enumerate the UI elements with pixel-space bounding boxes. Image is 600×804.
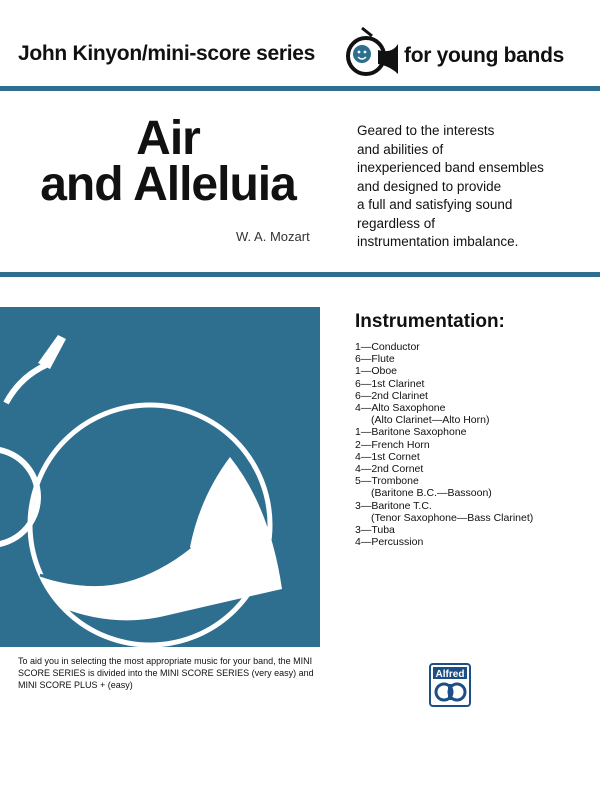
publisher-name: Alfred (435, 669, 465, 680)
piece-title (18, 112, 318, 211)
list-item: 3—Baritone T.C. (355, 499, 432, 512)
list-item: 4—2nd Cornet (355, 463, 424, 476)
list-item: (Tenor Saxophone—Bass Clarinet) (371, 511, 534, 524)
cover-artwork (0, 307, 320, 647)
list-item: 1—Oboe (355, 365, 398, 378)
composer-name: W. A. Mozart (236, 229, 310, 244)
list-item: 4—1st Cornet (355, 450, 420, 463)
series-note: To aid you in selecting the most appropriate music for your band, the MINI SCORE SERIES is divided into the MINI SCORE SERIES (very easy) and MINI SCORE PLUS + (easy) (18, 656, 314, 690)
alfred-logo-icon (429, 663, 471, 707)
instrumentation-list (355, 341, 533, 548)
french-horn-icon (0, 307, 320, 647)
list-item: 6—2nd Clarinet (355, 389, 428, 402)
title-divider (0, 272, 600, 277)
list-item: (Alto Clarinet—Alto Horn) (371, 414, 490, 427)
list-item: 1—Baritone Saxophone (355, 426, 467, 439)
description: Geared to the interests and abilities of inexperienced band ensembles and designed to provide a full and satisfying sound regardless of instrumentation imbalance. (357, 123, 544, 249)
title-line-1: Air (136, 112, 200, 165)
list-item: (Baritone B.C.—Bassoon) (371, 487, 492, 500)
series-title-left: John Kinyon/mini-score series (18, 42, 316, 65)
series-title-right: for young bands (404, 44, 564, 67)
french-horn-mascot-icon (332, 24, 400, 84)
header-divider (0, 86, 600, 91)
list-item: 3—Tuba (355, 524, 395, 537)
instrumentation-heading: Instrumentation: (355, 311, 505, 332)
list-item: 1—Conductor (355, 341, 420, 353)
list-item: 6—1st Clarinet (355, 377, 425, 390)
list-item: 5—Trombone (355, 475, 419, 488)
list-item: 4—Alto Saxophone (355, 402, 446, 415)
list-item: 2—French Horn (355, 438, 430, 451)
list-item: 4—Percussion (355, 536, 424, 549)
list-item: 6—Flute (355, 353, 395, 366)
title-line-2: and Alleluia (40, 158, 296, 211)
